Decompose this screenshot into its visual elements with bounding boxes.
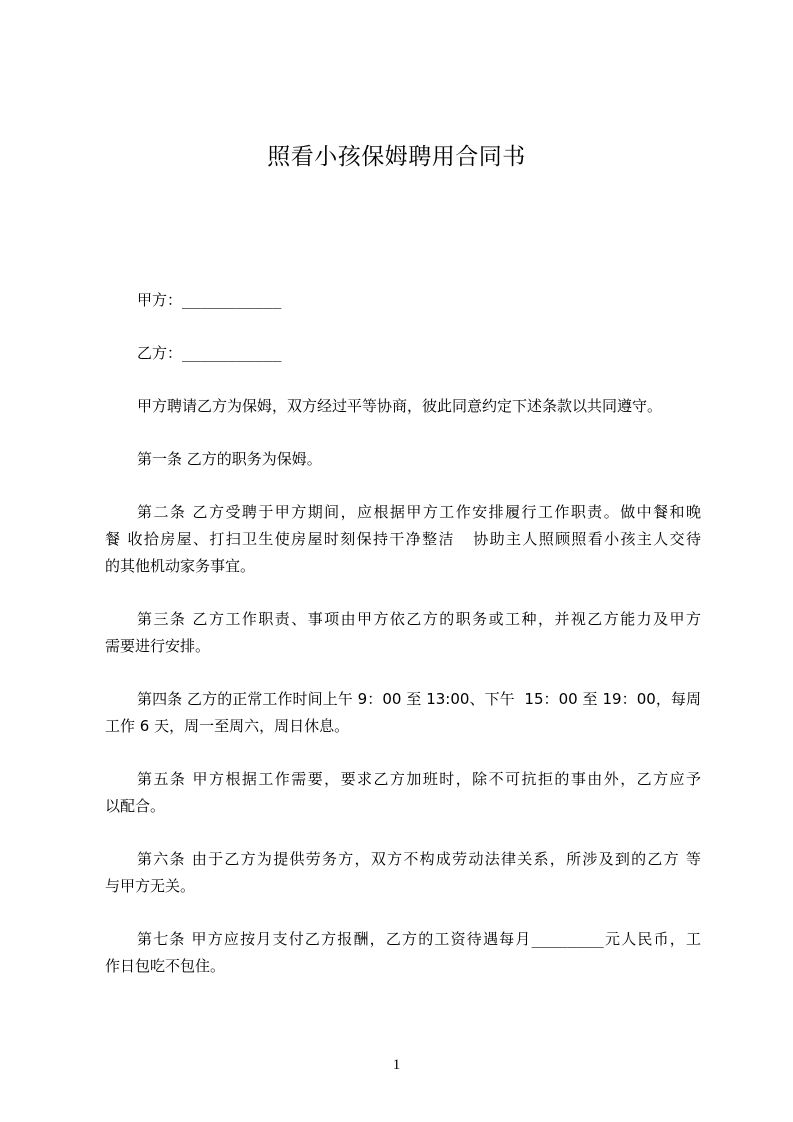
document-title: 照看小孩保姆聘用合同书 [267, 144, 526, 170]
article-line: 的其他机动家务事宜。 [105, 557, 256, 575]
party-a-blank: ___________ [182, 291, 282, 309]
party-b-line [105, 340, 701, 367]
party-b-label: 乙方： [137, 344, 183, 362]
article-7 [105, 926, 701, 980]
article-line: 第四条 乙方的正常工作时间上午 9：00 至 13:00、下午 15：00 至 19：00，每周 [137, 690, 701, 708]
article-line: 作日包吃不包住。 [105, 957, 226, 975]
article-line: 以配合。 [105, 797, 166, 815]
party-a-section [105, 287, 701, 314]
article-line: 第六条 由于乙方为提供劳务方，双方不构成劳动法律关系，所涉及到的乙方 等 [137, 850, 701, 868]
article-line: 第一条 乙方的职务为保姆。 [137, 450, 322, 468]
page-number: 1 [392, 1057, 401, 1073]
salary-amount-blank: ________ [531, 930, 604, 948]
salary-text-after: 元人民币，工 [603, 930, 701, 948]
article-line: 与甲方无关。 [105, 877, 196, 895]
article-line: 工作 6 天，周一至周六，周日休息。 [105, 717, 350, 735]
salary-text-before: 第七条 甲方应按月支付乙方报酬，乙方的工资待遇每月 [137, 930, 532, 948]
party-a-label: 甲方： [137, 291, 183, 309]
article-line [105, 926, 701, 953]
article-2 [105, 499, 701, 580]
article-4 [105, 686, 701, 740]
article-5 [105, 766, 701, 820]
party-a-line [105, 287, 701, 314]
article-line: 需要进行安排。 [105, 637, 211, 655]
article-line: 餐 收拾房屋、打扫卫生使房屋时刻保持干净整洁 协助主人照顾照看小孩主人交待 [105, 530, 701, 548]
preamble-line: 甲方聘请乙方为保姆，双方经过平等协商，彼此同意约定下述条款以共同遵守。 [137, 397, 663, 415]
party-b-blank: ___________ [182, 344, 282, 362]
article-6 [105, 846, 701, 900]
document-body [105, 287, 701, 1006]
article-line: 第三条 乙方工作职责、事项由甲方依乙方的职务或工种，并视乙方能力及甲方 [137, 610, 701, 628]
article-line: 第五条 甲方根据工作需要，要求乙方加班时，除不可抗拒的事由外，乙方应予 [137, 770, 701, 788]
preamble [105, 393, 701, 420]
article-1 [105, 446, 701, 473]
article-line: 第二条 乙方受聘于甲方期间，应根据甲方工作安排履行工作职责。做中餐和晚 [137, 503, 701, 521]
article-3 [105, 606, 701, 660]
party-b-section [105, 340, 701, 367]
